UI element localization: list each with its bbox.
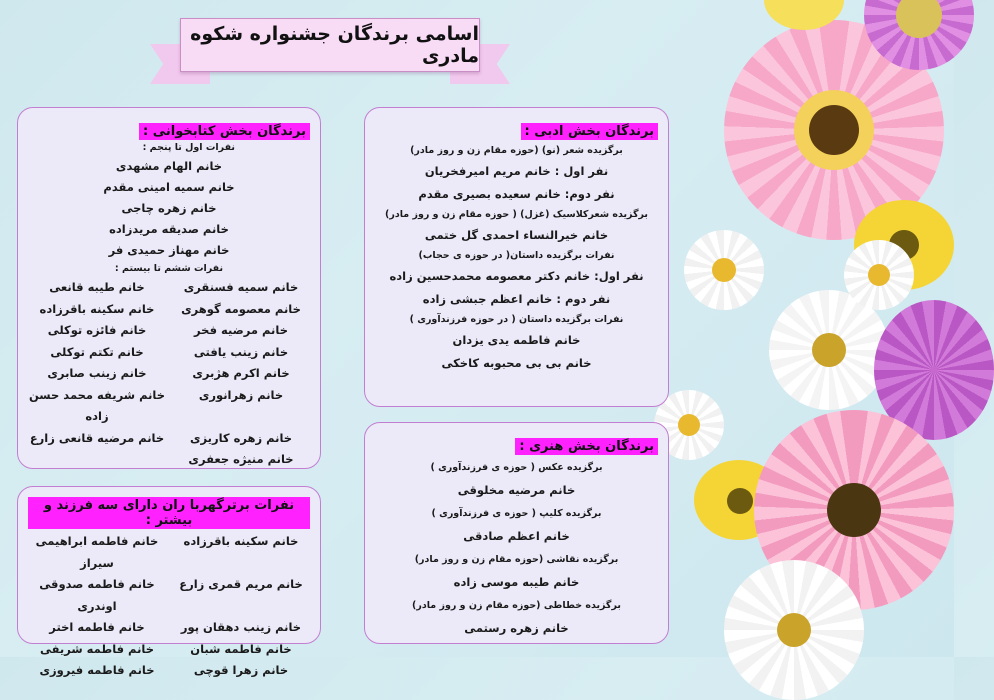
reading-top5-list <box>28 156 310 261</box>
winner-name: خانم زینب یافتی <box>193 344 289 359</box>
winner-name: خانم زهرا قوچی <box>193 663 289 677</box>
winner-name: خانم مرضیه قانعی زارع <box>29 430 165 445</box>
winner-name: خانم شریفه محمد حسن زاده <box>28 387 166 423</box>
category-heading: برگزیده نقاشی (حوزه مقام زن و روز مادر) <box>414 554 619 565</box>
mothers-title: نفرات برترگهربا ران دارای سه فرزند و بیشتر : <box>28 497 310 529</box>
reading-title: برندگان بخش کتابخوانی : <box>139 123 310 140</box>
title-banner <box>150 14 510 84</box>
winner-name: خانم سمیه امینی مقدم <box>103 180 235 194</box>
winner-name: خانم طیبه موسی زاده <box>453 575 580 589</box>
winner-name <box>28 449 166 471</box>
winner-name: خانم فائزه توکلی <box>47 323 147 337</box>
winner-name: خانم فاطمه صدوقی اوندری <box>39 577 155 613</box>
literary-card <box>364 107 669 407</box>
category-heading: نفرات برگزیده داستان ( در حوزه فرزندآوری ) <box>409 314 624 325</box>
flower-decoration <box>664 0 954 657</box>
winner-name: خانم سمیه فسنقری <box>183 280 299 294</box>
winner-name: خانم تکتم توکلی <box>50 344 144 359</box>
winner-name: خانم سکینه باقرزاده <box>183 534 299 548</box>
winner-name: خانم الهام مشهدی <box>115 159 223 173</box>
winner-name: خانم سکینه باقرزاده <box>39 301 155 316</box>
winner-name: خانم اعظم صادقی <box>463 529 570 543</box>
winner-name: خانم فاطمه شریفی <box>39 641 154 656</box>
winner-name: خانم زهرانوری <box>198 387 284 402</box>
winner-name: نفر دوم: خانم سعیده بصیری مقدم <box>418 187 615 201</box>
category-heading: برگزیده شعر (نو) (حوزه مقام زن و روز مادر) <box>410 145 623 156</box>
literary-title: برندگان بخش ادبی : <box>521 123 658 140</box>
winner-name: خانم فاطمه اختر <box>49 620 145 634</box>
winner-name: خانم منیژه جعفری <box>188 452 294 466</box>
winner-name: خانم زینب صابری <box>47 366 147 380</box>
winner-name: خانم مرضیه فخر <box>194 323 288 337</box>
category-heading: برگزیده کلیپ ( حوزه ی فرزندآوری ) <box>431 508 602 519</box>
winner-name: خانم مهناز حمیدی فر <box>108 243 230 257</box>
winner-name: خانم فاطمه فیروزی <box>39 663 155 677</box>
art-title: برندگان بخش هنری : <box>515 438 658 455</box>
art-card <box>364 422 669 644</box>
reading-subtitle-rest: نفرات ششم تا بیستم : <box>114 263 224 274</box>
category-heading: برگزیده خطاطی (حوزه مقام زن و روز مادر) <box>412 600 621 611</box>
mothers-card <box>17 486 321 677</box>
winner-name: خانم صدیقه مریدزاده <box>109 222 229 236</box>
winner-name: نفر دوم : خانم اعظم جبشی زاده <box>422 292 611 306</box>
winner-name: خانم زینب دهقان پور <box>180 620 302 634</box>
art-list <box>375 456 658 640</box>
winner-name: خانم خیرالنساء احمدی گل ختمی <box>424 228 609 242</box>
winner-name: خانم زهره چاجی <box>121 201 217 215</box>
mothers-list <box>28 531 310 682</box>
category-heading: برگزیده عکس ( حوزه ی فرزندآوری ) <box>430 462 603 473</box>
winner-name: خانم زهره کاریزی <box>189 430 293 445</box>
winner-name: خانم بی بی محبوبه کاخکی <box>441 356 592 370</box>
winner-name: خانم فاطمه یدی یزدان <box>452 333 581 347</box>
page-title: اسامی برندگان جشنواره شکوه مادری <box>180 18 480 72</box>
winner-name: خانم معصومه گوهری <box>181 301 301 316</box>
reading-rest-list <box>28 277 310 471</box>
category-heading: نفرات برگزیده داستان( در حوزه ی حجاب) <box>418 250 615 261</box>
reading-subtitle-top5: نفرات اول تا پنجم : <box>142 142 235 153</box>
winner-name: خانم اکرم هژبری <box>192 366 290 380</box>
reading-card <box>17 107 321 469</box>
winner-name: خانم طیبه قانعی <box>49 280 145 294</box>
winner-name: نفر اول : خانم مریم امیرفخریان <box>424 164 609 178</box>
literary-list <box>375 142 658 375</box>
category-heading: برگزیده شعرکلاسیک (غزل) ( حوزه مقام زن و روز مادر) <box>385 209 648 220</box>
winner-name: خانم مریم قمری زارع <box>179 577 303 591</box>
winner-name: نفر اول: خانم دکتر معصومه محمدحسین زاده <box>389 269 644 283</box>
winner-name: خانم زهره رستمی <box>464 621 569 635</box>
winner-name: خانم مرضیه مخلوقی <box>457 483 576 497</box>
winner-name: خانم فاطمه شبان <box>190 641 292 656</box>
winner-name: خانم فاطمه ابراهیمی سیراز <box>35 534 159 570</box>
